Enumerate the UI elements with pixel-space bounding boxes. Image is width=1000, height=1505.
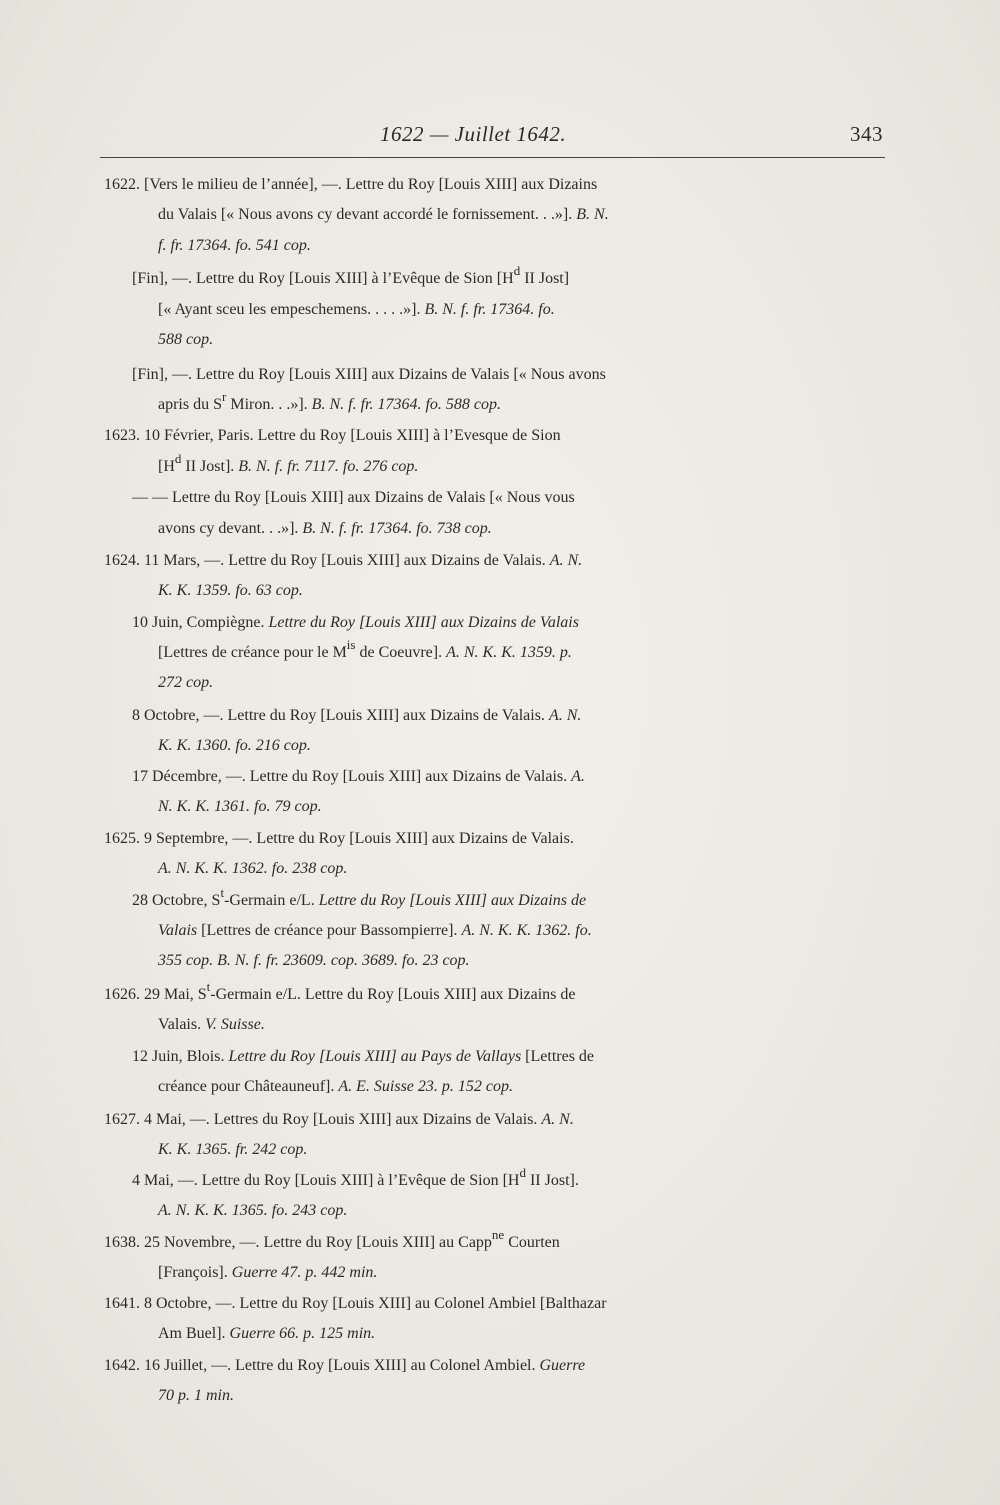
entry-line: 1623. 10 Février, Paris. Lettre du Roy [Louis XIII] à l’Evesque de Sion: [104, 427, 561, 444]
entry-line: [Fin], —. Lettre du Roy [Louis XIII] à l’Evêque de Sion [$H^d$ II Jost]: [132, 263, 570, 287]
entry-line: [« Ayant sceu les empeschemens. . . . .»]. B. N. f. fr. 17364. fo.: [158, 301, 555, 318]
header-rule: [100, 157, 885, 158]
entry-line: — — Lettre du Roy [Louis XIII] aux Dizains de Valais [« Nous vous: [132, 489, 575, 506]
entry-line: [François]. Guerre 47. p. 442 min.: [158, 1264, 378, 1281]
entry-line: 1625. 9 Septembre, —. Lettre du Roy [Louis XIII] aux Dizains de Valais.: [104, 830, 574, 847]
entry-line: f. fr. 17364. fo. 541 cop.: [158, 237, 311, 254]
entry-line: K. K. 1360. fo. 216 cop.: [158, 737, 311, 754]
entry-line: A. N. K. K. 1365. fo. 243 cop.: [158, 1202, 348, 1219]
entry-line: 1626. 29 Mai, $S^t$-Germain e/L. Lettre du Roy [Louis XIII] aux Dizains de: [104, 979, 576, 1003]
entry-line: 17 Décembre, —. Lettre du Roy [Louis XIII] aux Dizains de Valais. A.: [132, 768, 585, 785]
entry-line: 355 cop. B. N. f. fr. 23609. cop. 3689. fo. 23 cop.: [158, 952, 470, 969]
entry-line: 588 cop.: [158, 331, 214, 348]
page-number: 343: [850, 122, 883, 146]
entry-line: Valais. V. Suisse.: [158, 1016, 265, 1033]
entry-line: 1622. [Vers le milieu de l’année], —. Lettre du Roy [Louis XIII] aux Dizains: [104, 176, 598, 193]
entry-line: 1641. 8 Octobre, —. Lettre du Roy [Louis XIII] au Colonel Ambiel [Balthazar: [104, 1295, 607, 1312]
entry-line: 10 Juin, Compiègne. Lettre du Roy [Louis XIII] aux Dizains de Valais: [132, 614, 579, 631]
entry-line: apris du $S^r$ Miron. . .»]. B. N. f. fr. 17364. fo. 588 cop.: [158, 389, 502, 413]
entry-line: Am Buel]. Guerre 66. p. 125 min.: [158, 1325, 376, 1342]
entry-line: 272 cop.: [158, 674, 214, 691]
entry-line: 12 Juin, Blois. Lettre du Roy [Louis XIII] au Pays de Vallays [Lettres de: [132, 1048, 595, 1065]
entry-line: [Lettres de créance pour le $M^{is}$ de Coeuvre]. A. N. K. K. 1359. p.: [158, 637, 572, 661]
entry-line: 1627. 4 Mai, —. Lettres du Roy [Louis XIII] aux Dizains de Valais. A. N.: [104, 1111, 574, 1128]
entry-line: 4 Mai, —. Lettre du Roy [Louis XIII] à l’Evêque de Sion [$H^d$ II Jost].: [132, 1165, 579, 1189]
entry-line: du Valais [« Nous avons cy devant accordé le fornissement. . .»]. B. N.: [158, 206, 609, 223]
entry-line: K. K. 1365. fr. 242 cop.: [158, 1141, 308, 1158]
entry-line: 1638. 25 Novembre, —. Lettre du Roy [Louis XIII] au Capp$^{ne}$ Courten: [104, 1227, 560, 1251]
entry-line: 8 Octobre, —. Lettre du Roy [Louis XIII] aux Dizains de Valais. A. N.: [132, 707, 582, 724]
running-head: [100, 122, 885, 158]
entry-line: créance pour Châteauneuf]. A. E. Suisse 23. p. 152 cop.: [158, 1078, 513, 1095]
entry-line: K. K. 1359. fo. 63 cop.: [158, 582, 303, 599]
entry-line: 1642. 16 Juillet, —. Lettre du Roy [Louis XIII] au Colonel Ambiel. Guerre: [104, 1357, 586, 1374]
entry-line: [Fin], —. Lettre du Roy [Louis XIII] aux Dizains de Valais [« Nous avons: [132, 366, 606, 383]
entry-line: Valais [Lettres de créance pour Bassompierre]. A. N. K. K. 1362. fo.: [158, 922, 592, 939]
entry-line: 1624. 11 Mars, —. Lettre du Roy [Louis XIII] aux Dizains de Valais. A. N.: [104, 552, 583, 569]
entry-line: 28 Octobre, $S^t$-Germain e/L. Lettre du Roy [Louis XIII] aux Dizains de: [132, 885, 587, 909]
entry-line: 70 p. 1 min.: [158, 1387, 234, 1404]
entry-line: [$H^d$ II Jost]. B. N. f. fr. 7117. fo. 276 cop.: [158, 451, 419, 475]
entry-line: N. K. K. 1361. fo. 79 cop.: [158, 798, 322, 815]
running-head-title: 1622 — Juillet 1642.: [380, 122, 567, 146]
entry-line: A. N. K. K. 1362. fo. 238 cop.: [158, 860, 348, 877]
entry-line: avons cy devant. . .»]. B. N. f. fr. 17364. fo. 738 cop.: [158, 520, 492, 537]
